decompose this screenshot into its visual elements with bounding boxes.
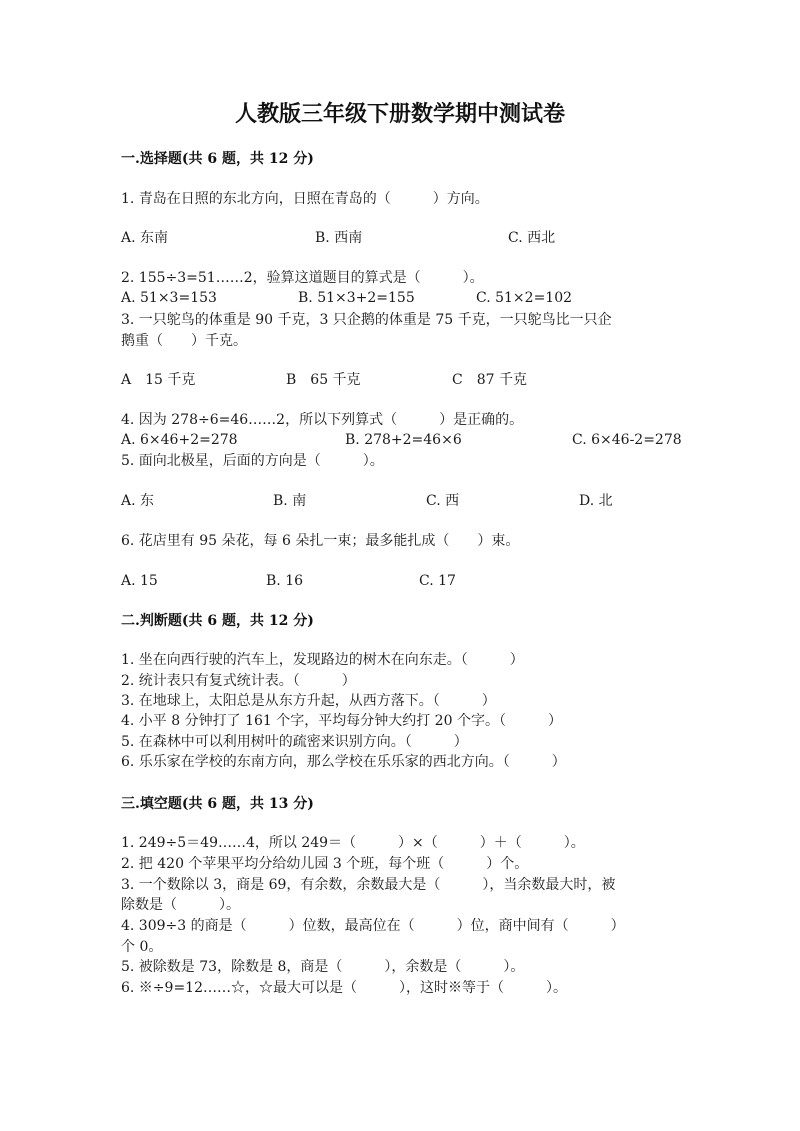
option-c: C 87 千克 bbox=[452, 372, 527, 388]
option-a: A. 6×46+2=278 bbox=[121, 432, 238, 448]
option-a: A. 51×3=153 bbox=[121, 290, 217, 306]
question-stem: 4. 因为 278÷6=46……2，所以下列算式（ ）是正确的。 bbox=[121, 412, 524, 428]
option-d: D. 北 bbox=[579, 493, 613, 509]
page-title: 人教版三年级下册数学期中测试卷 bbox=[234, 101, 565, 127]
judgement-item: 6. 乐乐家在学校的东南方向，那么学校在乐乐家的西北方向。（ ） bbox=[121, 754, 566, 770]
fill-blank-line: 2. 把 420 个苹果平均分给幼儿园 3 个班，每个班（ ）个。 bbox=[121, 856, 529, 872]
option-c: C. 17 bbox=[419, 573, 456, 589]
option-b: B. 278+2=46×6 bbox=[345, 432, 462, 448]
option-a: A. 15 bbox=[121, 573, 158, 589]
option-c: C. 西北 bbox=[508, 230, 556, 246]
section-heading-choice: 一.选择题(共 6 题，共 12 分) bbox=[121, 151, 314, 167]
fill-blank-line: 5. 被除数是 73，除数是 8，商是（ ），余数是（ ）。 bbox=[121, 959, 525, 975]
fill-blank-line: 4. 309÷3 的商是（ ）位数，最高位在（ ）位，商中间有（ ） bbox=[121, 918, 625, 934]
option-b: B. 西南 bbox=[315, 230, 363, 246]
question-stem: 6. 花店里有 95 朵花，每 6 朵扎一束；最多能扎成（ ）束。 bbox=[121, 533, 520, 549]
option-c: C. 西 bbox=[426, 493, 460, 509]
fill-blank-line: 3. 一个数除以 3，商是 69，有余数，余数最大是（ ），当余数最大时，被 bbox=[121, 877, 616, 893]
question-stem: 2. 155÷3=51……2，验算这道题目的算式是（ ）。 bbox=[121, 270, 484, 286]
option-b: B. 16 bbox=[266, 573, 304, 589]
section-heading-judgement: 二.判断题(共 6 题，共 12 分) bbox=[121, 613, 314, 629]
question-stem-continued: 鹅重（ ）千克。 bbox=[121, 333, 247, 349]
question-stem: 3. 一只鸵鸟的体重是 90 千克，3 只企鹅的体重是 75 千克，一只鸵鸟比一只企 bbox=[121, 312, 612, 328]
option-b: B. 南 bbox=[273, 493, 307, 509]
option-a: A. 东南 bbox=[121, 230, 169, 246]
option-b: B. 51×3+2=155 bbox=[298, 290, 415, 306]
section-heading-fill-blank: 三.填空题(共 6 题，共 13 分) bbox=[121, 796, 314, 812]
option-a: A 15 千克 bbox=[121, 372, 196, 388]
option-a: A. 东 bbox=[121, 493, 155, 509]
judgement-item: 5. 在森林中可以利用树叶的疏密来识别方向。（ ） bbox=[121, 734, 468, 750]
option-c: C. 6×46-2=278 bbox=[572, 432, 682, 448]
question-stem: 5. 面向北极星，后面的方向是（ ）。 bbox=[121, 453, 384, 469]
fill-blank-line: 6. ※÷9=12……☆，☆最大可以是（ ），这时※等于（ ）。 bbox=[121, 980, 567, 996]
judgement-item: 3. 在地球上，太阳总是从东方升起，从西方落下。（ ） bbox=[121, 693, 496, 709]
option-c: C. 51×2=102 bbox=[476, 290, 573, 306]
fill-blank-line: 1. 249÷5＝49……4，所以 249＝（ ）×（ ）＋（ ）。 bbox=[121, 835, 585, 851]
option-b: B 65 千克 bbox=[286, 372, 361, 388]
judgement-item: 1. 坐在向西行驶的汽车上，发现路边的树木在向东走。（ ） bbox=[121, 652, 524, 668]
question-stem: 1. 青岛在日照的东北方向，日照在青岛的（ ）方向。 bbox=[121, 191, 489, 207]
judgement-item: 2. 统计表只有复式统计表。（ ） bbox=[121, 673, 356, 689]
fill-blank-line: 除数是（ ）。 bbox=[121, 897, 240, 913]
judgement-item: 4. 小平 8 分钟打了 161 个字，平均每分钟大约打 20 个字。（ ） bbox=[121, 713, 562, 729]
fill-blank-line: 个 0。 bbox=[121, 939, 163, 955]
